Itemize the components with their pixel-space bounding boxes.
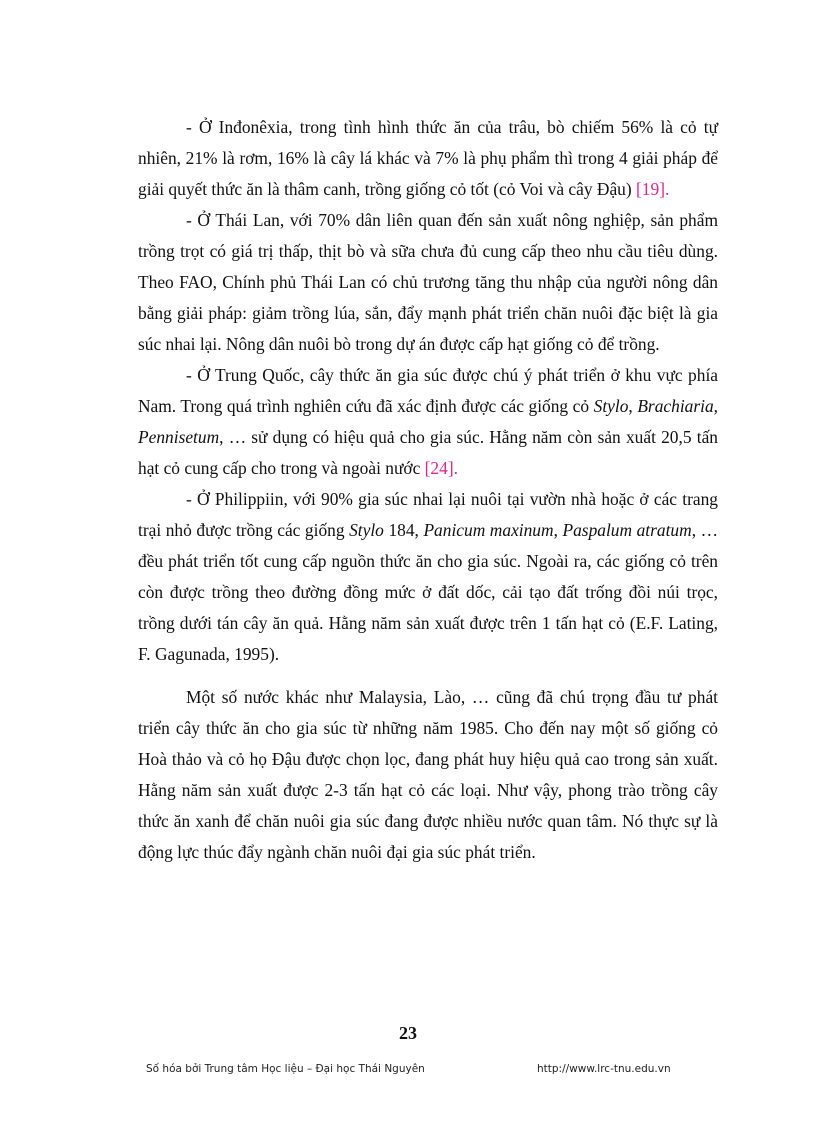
species-name: Stylo [593,396,629,416]
paragraph-text: , [628,396,638,416]
paragraph-text: , … sử dụng có hiệu quả cho gia súc. Hằng năm còn sản xuất 20,5 tấn hạt cỏ cung cấp cho trong và ngoài nước [138,427,718,478]
citation-link[interactable]: [24]. [424,458,458,478]
paragraph-china [138,360,718,484]
page-number: 23 [399,1023,417,1043]
body-text [138,112,718,868]
paragraph-text: , [553,520,563,540]
species-name: Stylo [349,520,384,540]
footer-attribution: Số hóa bởi Trung tâm Học liệu – Đại học Thái Nguyên [146,1063,425,1075]
paragraph-text: , [713,396,718,416]
citation-link[interactable]: [19]. [636,179,670,199]
paragraph-indonesia [138,112,718,205]
paragraph-text: - Ở Philippiin, với 90% gia súc nhai lại nuôi tại vườn nhà hoặc ở các trang trại nhỏ được trồng các giống [138,489,718,540]
paragraph-philippines [138,484,718,670]
species-name: Pennisetum [138,427,220,447]
paragraph-text: - Ở Thái Lan, với 70% dân liên quan đến sản xuất nông nghiệp, sản phẩm trồng trọt có giá trị thấp, thịt bò và sữa chưa đủ cung cấp theo nhu cầu tiêu dùng. Theo FAO, Chính phủ Thái Lan có chủ trương tăng thu nhập của người nông dân bằng giải pháp: giảm trồng lúa, sắn, đẩy mạnh phát triển chăn nuôi đặc biệt là gia súc nhai lại. Nông dân nuôi bò trong dự án được cấp hạt giống cỏ để trồng. [138,210,718,354]
paragraph-text: Một số nước khác như Malaysia, Lào, … cũng đã chú trọng đầu tư phát triển cây thức ăn cho gia súc từ những năm 1985. Cho đến nay một số giống cỏ Hoà thảo và cỏ họ Đậu được chọn lọc, đang phát huy hiệu quả cao trong sản xuất. Hằng năm sản xuất được 2-3 tấn hạt cỏ các loại. Như vậy, phong trào trồng cây thức ăn xanh để chăn nuôi gia súc đang được nhiều nước quan tâm. Nó thực sự là động lực thúc đẩy ngành chăn nuôi đại gia súc phát triển. [138,687,718,862]
paragraph-thailand [138,205,718,360]
page-footer [0,1063,816,1079]
species-name: Panicum maxinum [423,520,554,540]
species-name: Brachiaria [637,396,714,416]
paragraph-other-countries [138,682,718,868]
paragraph-text: - Ở Inđonêxia, trong tình hình thức ăn của trâu, bò chiếm 56% là cỏ tự nhiên, 21% là rơm, 16% là cây lá khác và 7% là phụ phẩm thì trong 4 giải pháp để giải quyết thức ăn là thâm canh, trồng giống cỏ tốt (cỏ Voi và cây Đậu) [138,117,718,199]
paragraph-text: - Ở Trung Quốc, cây thức ăn gia súc được chú ý phát triển ở khu vực phía Nam. Trong quá trình nghiên cứu đã xác định được các giống cỏ [138,365,718,416]
footer-url-link[interactable]: http://www.lrc-tnu.edu.vn [537,1063,671,1075]
paragraph-text: 184, [383,520,424,540]
paragraph-text: , … đều phát triển tốt cung cấp nguồn thức ăn cho gia súc. Ngoài ra, các giống cỏ trên còn được trồng theo đường đồng mức ở đất dốc, cải tạo đất trống đồi núi trọc, trồng dưới tán cây ăn quả. Hằng năm sản xuất được trên 1 tấn hạt cỏ (E.F. Lating, F. Gagunada, 1995). [138,520,718,664]
species-name: Paspalum atratum [562,520,692,540]
